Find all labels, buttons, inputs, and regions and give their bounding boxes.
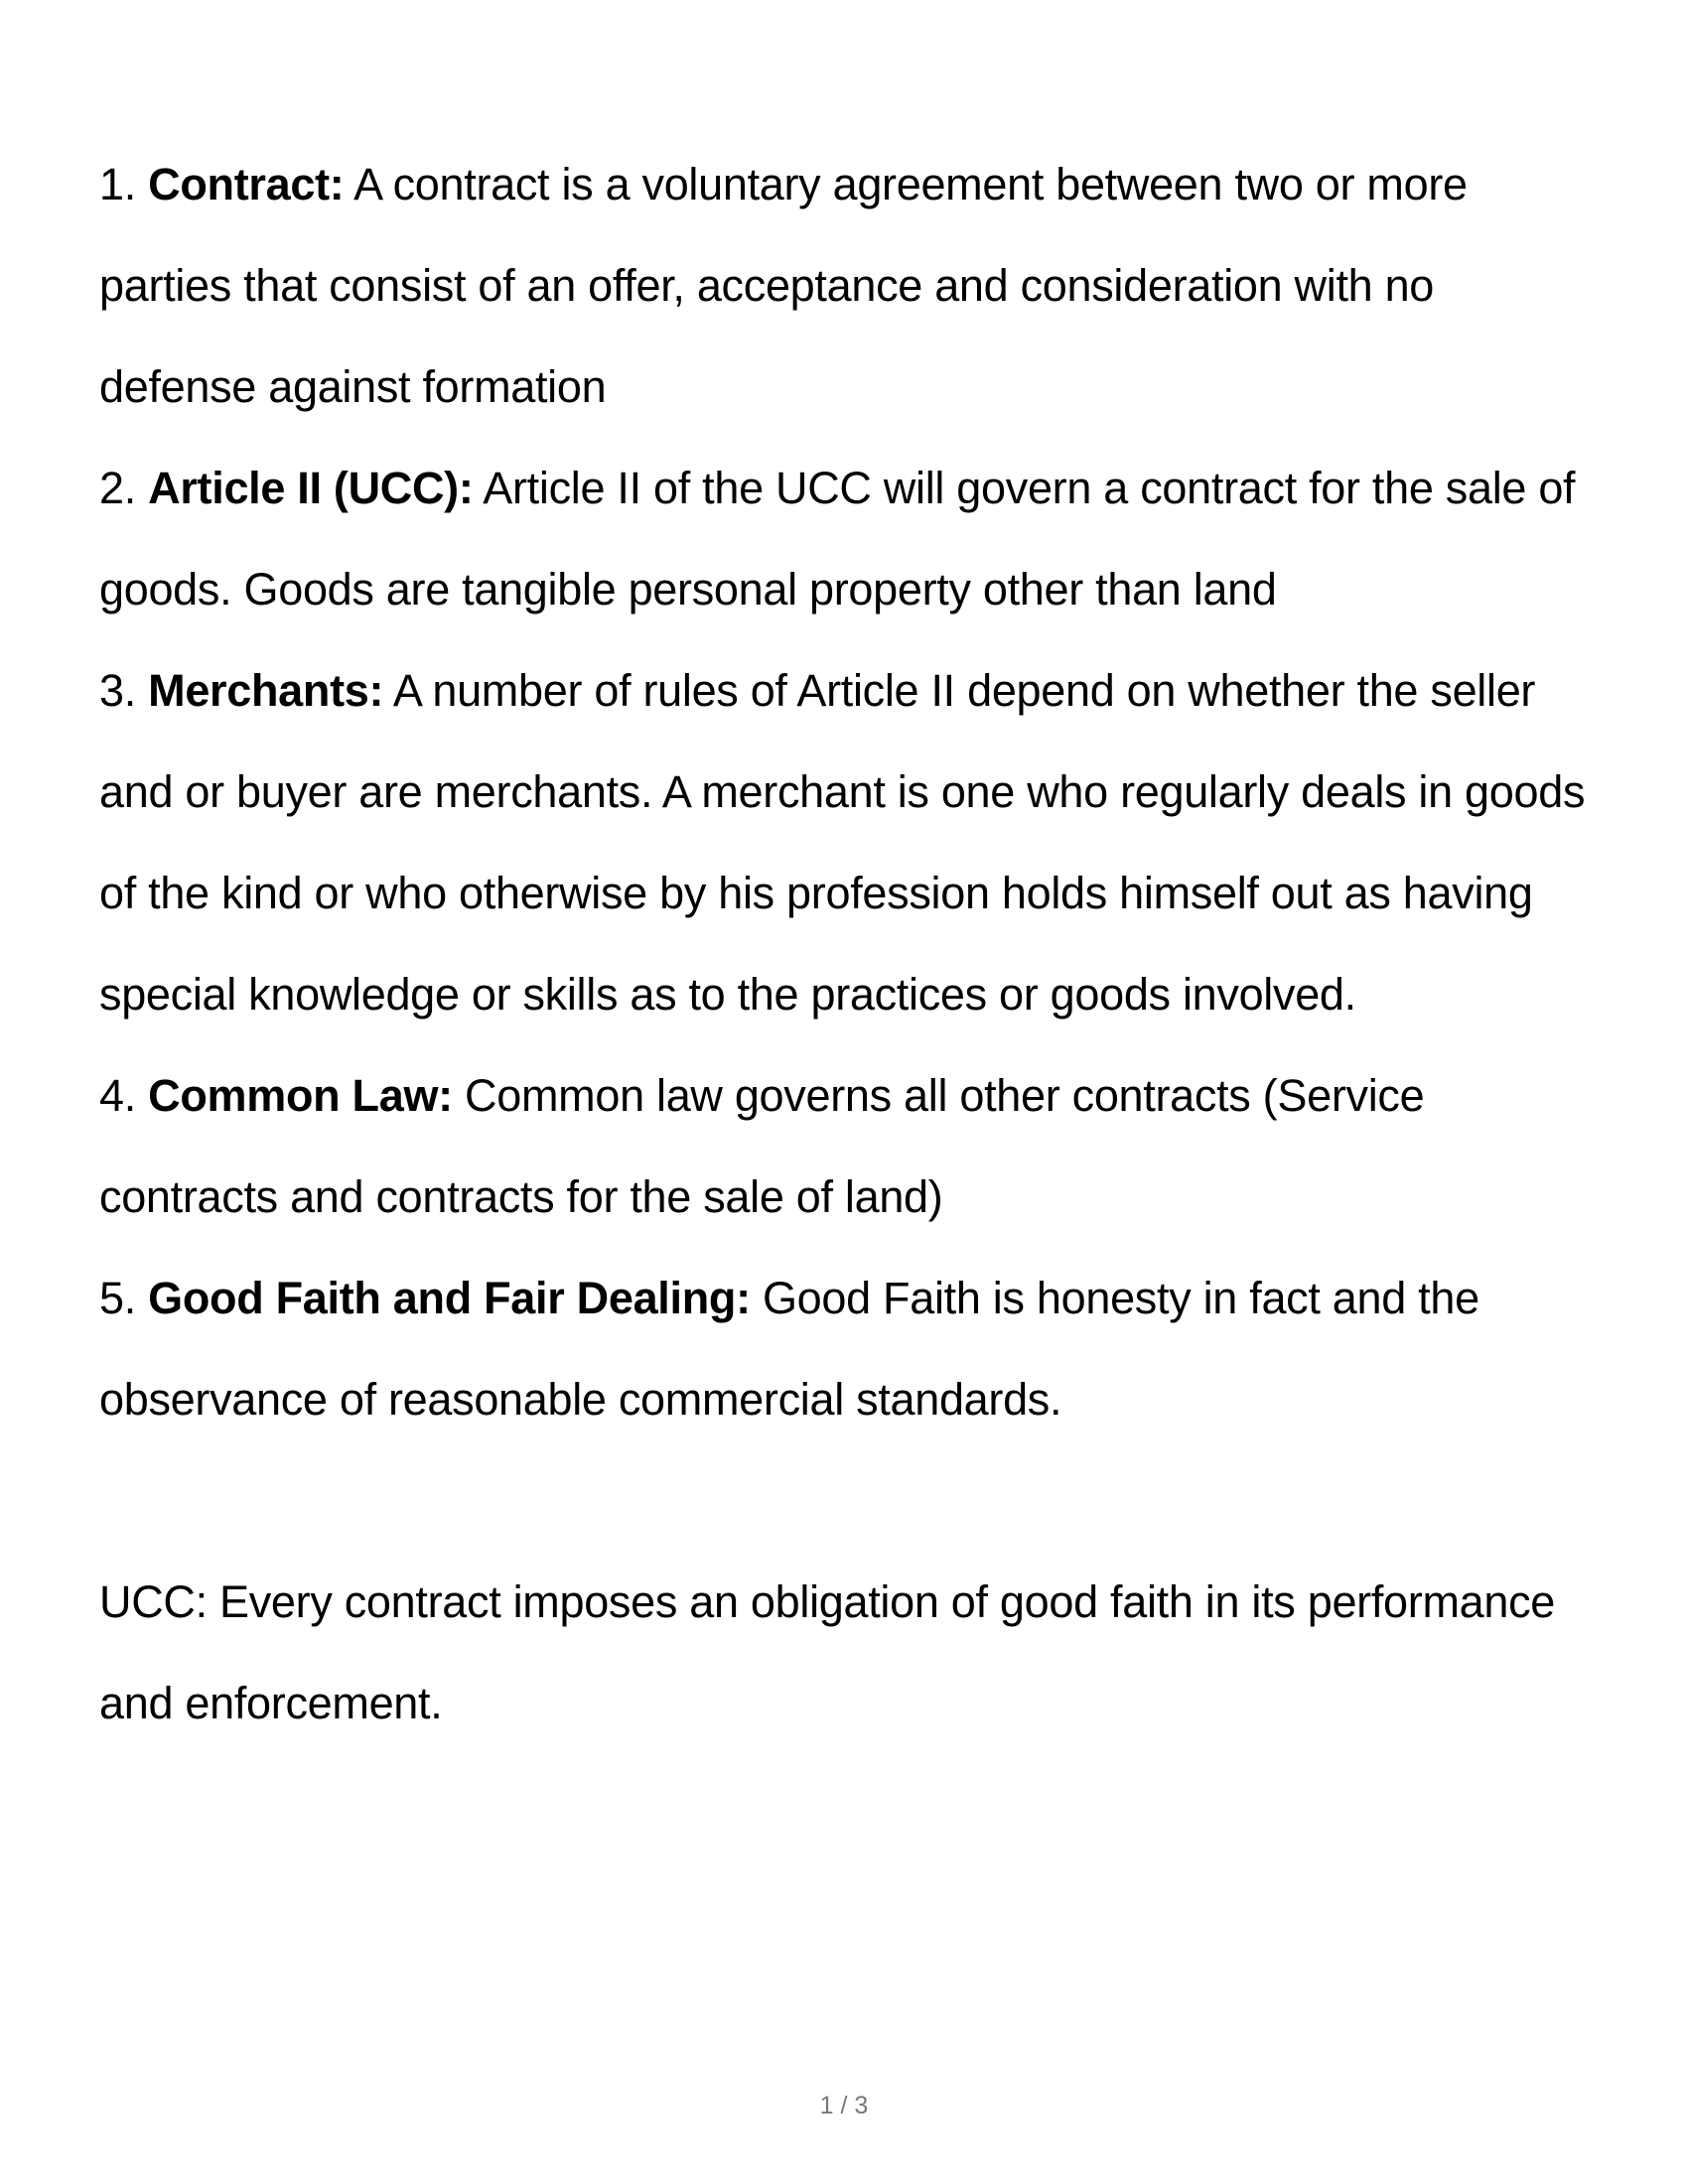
page-number-text: 1 / 3 — [819, 2092, 869, 2119]
text-run: Article II of the UCC will govern a contract for the sale of — [473, 463, 1576, 513]
text-line — [99, 944, 1599, 1045]
text-run: and or buyer are merchants. A merchant is one who regularly deals in goods — [99, 766, 1586, 817]
text-run: UCC: Every contract imposes an obligation of good faith in its performance — [99, 1576, 1556, 1627]
text-line — [99, 134, 1599, 235]
bold-term: Good Faith and Fair Dealing: — [148, 1273, 751, 1323]
text-line — [99, 539, 1599, 640]
text-line — [99, 337, 1599, 438]
text-line — [99, 843, 1599, 944]
text-run: special knowledge or skills as to the practices or goods involved. — [99, 969, 1356, 1020]
text-run: parties that consist of an offer, acceptance and consideration with no — [99, 260, 1435, 311]
text-run: defense against formation — [99, 361, 607, 412]
bold-term: Article II (UCC): — [148, 463, 474, 513]
text-run: 2. — [99, 463, 149, 513]
text-line — [99, 1147, 1599, 1248]
text-line — [99, 1349, 1599, 1450]
text-line — [99, 1248, 1599, 1349]
text-run: observance of reasonable commercial standards. — [99, 1374, 1062, 1425]
text-run: 5. — [99, 1273, 149, 1323]
bold-term: Contract: — [148, 159, 345, 209]
text-run: Common law governs all other contracts (Service — [452, 1070, 1425, 1121]
text-run: 1. — [99, 159, 149, 209]
bold-term: Common Law: — [148, 1070, 453, 1121]
text-run: Good Faith is honesty in fact and the — [750, 1273, 1479, 1323]
bold-term: Merchants: — [148, 665, 384, 716]
text-run: 3. — [99, 665, 149, 716]
page-number-indicator — [0, 2091, 1688, 2120]
text-line — [99, 1653, 1599, 1754]
text-line — [99, 742, 1599, 843]
text-run: contracts and contracts for the sale of land) — [99, 1171, 943, 1222]
text-line — [99, 438, 1599, 539]
text-line — [99, 235, 1599, 337]
text-run: 4. — [99, 1070, 149, 1121]
text-line — [99, 1552, 1599, 1653]
text-run: goods. Goods are tangible personal property other than land — [99, 564, 1277, 614]
text-line — [99, 1045, 1599, 1147]
text-line — [99, 1450, 1599, 1552]
text-run: A number of rules of Article II depend on whether the seller — [383, 665, 1536, 716]
text-run: A contract is a voluntary agreement between two or more — [344, 159, 1468, 209]
text-line — [99, 640, 1599, 742]
text-run: of the kind or who otherwise by his profession holds himself out as having — [99, 868, 1533, 918]
text-run: and enforcement. — [99, 1678, 443, 1728]
